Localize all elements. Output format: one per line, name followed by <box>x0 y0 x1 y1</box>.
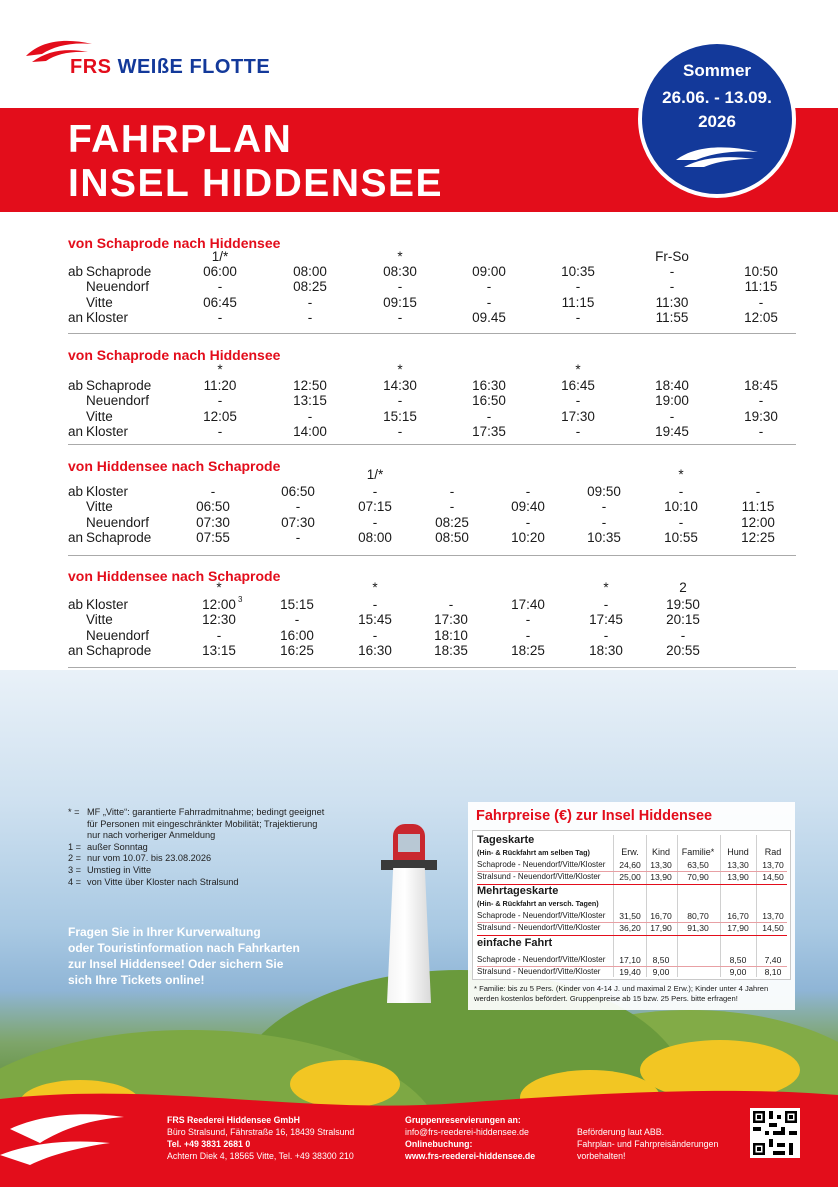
logo-text: FRS WEIßE FLOTTE <box>70 56 271 78</box>
departure-time: 18:30 <box>589 642 623 658</box>
departure-time: 17:30 <box>561 408 595 424</box>
departure-time: 11:20 <box>203 378 237 393</box>
stop-name: Vitte <box>86 499 113 515</box>
price-value: 25,00 <box>619 872 641 882</box>
price-group-name: Mehrtageskarte <box>477 885 559 897</box>
cta-line: zur Insel Hiddensee! Oder sichern Sie <box>68 957 284 971</box>
departure-time: 08:30 <box>383 264 417 279</box>
departure-time: - <box>449 499 455 515</box>
price-value: 13,90 <box>727 872 749 882</box>
departure-time: 06:50 <box>196 499 230 515</box>
departure-time: - <box>575 279 581 295</box>
departure-time: 12:25 <box>741 529 775 545</box>
departure-time: 11:15 <box>744 279 778 295</box>
departure-time: - <box>486 279 492 295</box>
departure-time: 18:25 <box>511 642 545 658</box>
departure-time: 16:30 <box>358 642 392 658</box>
price-group-subtitle: (Hin- & Rückfahrt an versch. Tagen) <box>477 899 599 908</box>
footer-abb1: Beförderung laut ABB. <box>577 1127 665 1137</box>
departure-time: 17:40 <box>511 597 545 612</box>
price-footnote <box>474 984 792 1003</box>
footnote-text: für Personen mit eingeschränkter Mobilität; Trajektierung <box>87 818 318 829</box>
footer-group-email[interactable]: info@frs-reederei-hiddensee.de <box>405 1127 529 1137</box>
footnote-item <box>68 842 324 854</box>
departure-time: - <box>295 529 301 545</box>
departure-time: - <box>372 597 378 612</box>
divider <box>68 333 796 334</box>
departure-time: - <box>307 294 313 310</box>
departure-time: - <box>669 279 675 295</box>
stop-prefix: ab <box>68 597 84 612</box>
departure-time: 20:55 <box>666 642 700 658</box>
stop-name: Kloster <box>86 484 129 499</box>
departure-time: - <box>448 597 454 612</box>
footnote-item <box>68 877 324 889</box>
price-value: 13,70 <box>762 860 784 870</box>
departure-time: - <box>601 499 607 515</box>
departure-time: 10:35 <box>587 529 621 545</box>
price-footnote-line: * Familie: bis zu 5 Pers. (Kinder von 4-14 J. und maximal 2 Erw.); Kinder unter 4 Jahren <box>474 984 769 993</box>
departure-time: - <box>758 393 764 409</box>
price-route: Stralsund - Neuendorf/Vitte/Kloster <box>477 923 601 932</box>
price-title: Fahrpreise (€) zur Insel Hiddensee <box>476 808 713 824</box>
departure-time: 07:15 <box>358 499 392 515</box>
footnote-text: außer Sonntag <box>87 841 148 852</box>
price-value: 13,90 <box>650 872 672 882</box>
stop-name: Neuendorf <box>86 514 150 530</box>
trip-note: * <box>372 580 378 595</box>
departure-time: - <box>217 279 223 295</box>
price-route: Schaprode - Neuendorf/Vitte/Kloster <box>477 860 606 869</box>
stop-name: Schaprode <box>86 264 152 279</box>
departure-time: - <box>755 484 761 499</box>
price-value: 8,50 <box>729 955 747 965</box>
departure-time: 10:20 <box>511 529 545 545</box>
departure-time: 15:15 <box>383 408 417 424</box>
page-title-line2: INSEL HIDDENSEE <box>68 162 444 205</box>
departure-time: 08:25 <box>435 514 469 530</box>
departure-time: - <box>397 279 403 295</box>
footer-tel: Tel. +49 3831 2681 0 <box>167 1139 251 1149</box>
departure-time: 17:30 <box>434 612 468 628</box>
price-value: 13,70 <box>762 911 784 921</box>
section-title: von Hiddensee nach Schaprode <box>68 458 281 474</box>
departure-time: 19:30 <box>744 408 778 424</box>
footnote-key: 4 = <box>68 876 82 887</box>
price-value: 63,50 <box>687 860 709 870</box>
departure-time: 12:30 <box>202 612 236 628</box>
price-column-header: Erw. <box>621 847 639 857</box>
cta-line: sich Ihre Tickets online! <box>68 973 205 987</box>
price-value: 91,30 <box>687 923 709 933</box>
price-route: Schaprode - Neuendorf/Vitte/Kloster <box>477 955 606 964</box>
departure-time: - <box>210 484 216 499</box>
departure-time: 09:40 <box>511 499 545 515</box>
departure-time: 12:05 <box>203 408 237 424</box>
qr-code-icon[interactable] <box>750 1108 800 1158</box>
price-value: 14,50 <box>762 872 784 882</box>
departure-time: - <box>678 514 684 530</box>
departure-time: - <box>397 423 403 439</box>
departure-time: 09:00 <box>472 264 506 279</box>
departure-time: 16:25 <box>280 642 314 658</box>
trip-note: 1/* <box>366 467 384 482</box>
departure-time: 18:35 <box>434 642 468 658</box>
price-col-divider <box>756 835 757 977</box>
departure-time: 08:50 <box>435 529 469 545</box>
price-value: 13,30 <box>727 860 749 870</box>
stop-name: Vitte <box>86 612 113 628</box>
departure-time: 11:15 <box>561 294 595 310</box>
price-value: 24,60 <box>619 860 641 870</box>
stop-prefix: an <box>68 423 84 439</box>
footer-address1: Büro Stralsund, Fährstraße 16, 18439 Stralsund <box>167 1127 355 1137</box>
departure-time: - <box>397 393 403 409</box>
departure-time: 19:50 <box>666 597 700 612</box>
price-value: 16,70 <box>727 911 749 921</box>
footnotes <box>68 807 324 888</box>
stop-name: Schaprode <box>86 642 152 658</box>
departure-time: 18:45 <box>744 378 778 393</box>
departure-time: 08:00 <box>358 529 392 545</box>
departure-time: - <box>525 627 531 643</box>
departure-time: 11:55 <box>655 309 689 325</box>
departure-time: 06:45 <box>203 294 237 310</box>
departure-time: 16:00 <box>280 627 314 643</box>
departure-time: 10:10 <box>664 499 698 515</box>
price-value: 80,70 <box>687 911 709 921</box>
price-value: 7,40 <box>764 955 782 965</box>
departure-time: 07:30 <box>196 514 230 530</box>
departure-time: 08:25 <box>293 279 327 295</box>
stop-prefix: an <box>68 642 84 658</box>
departure-time: 07:55 <box>196 529 230 545</box>
departure-time: 09:15 <box>383 294 417 310</box>
stop-name: Schaprode <box>86 378 152 393</box>
footer-company: FRS Reederei Hiddensee GmbH <box>167 1115 300 1125</box>
departure-time: - <box>216 627 222 643</box>
departure-time: 09:50 <box>587 484 621 499</box>
departure-time: 19:45 <box>655 423 689 439</box>
departure-time: - <box>217 309 223 325</box>
lighthouse-image <box>381 808 437 998</box>
price-column-header: Hund <box>727 847 749 857</box>
departure-time: 14:30 <box>383 378 417 393</box>
price-value: 17,90 <box>650 923 672 933</box>
price-route: Schaprode - Neuendorf/Vitte/Kloster <box>477 911 606 920</box>
stop-name: Schaprode <box>86 529 152 545</box>
trip-note: * <box>575 362 581 377</box>
departure-time: - <box>372 484 378 499</box>
departure-time: 19:00 <box>655 393 689 409</box>
trip-note: * <box>216 580 222 595</box>
price-route: Stralsund - Neuendorf/Vitte/Kloster <box>477 967 601 976</box>
departure-time: 13:15 <box>293 393 327 409</box>
price-col-divider <box>646 835 647 977</box>
departure-time: 07:30 <box>281 514 315 530</box>
stop-prefix: an <box>68 309 84 325</box>
footnote-text: Umstieg in Vitte <box>87 864 152 875</box>
trip-note: * <box>217 362 223 377</box>
departure-time: - <box>372 514 378 530</box>
departure-time: - <box>669 408 675 424</box>
departure-time: - <box>525 484 531 499</box>
departure-time: - <box>486 408 492 424</box>
footnote-key: 2 = <box>68 853 82 864</box>
footer-abb2: Fahrplan- und Fahrpreisänderungen <box>577 1139 719 1149</box>
departure-time: - <box>525 514 531 530</box>
price-value: 9,00 <box>729 967 747 977</box>
departure-time: 18:10 <box>434 627 468 643</box>
footer-abb3: vorbehalten! <box>577 1151 626 1161</box>
departure-time: 06:00 <box>203 264 237 279</box>
trip-note: * <box>678 467 684 482</box>
trip-note: * <box>603 580 609 595</box>
trip-note: * <box>397 362 403 377</box>
stop-prefix: ab <box>68 484 84 499</box>
departure-time: - <box>372 627 378 643</box>
departure-time: 12:50 <box>293 378 327 393</box>
footnote-key: * = <box>68 807 80 817</box>
footer-address2: Achtern Diek 4, 18565 Vitte, Tel. +49 38300 210 <box>167 1151 354 1161</box>
departure-time: 08:00 <box>293 264 327 279</box>
price-value: 31,50 <box>619 911 641 921</box>
price-column-header: Rad <box>764 847 782 857</box>
price-value: 17,90 <box>727 923 749 933</box>
price-value: 9,00 <box>652 967 670 977</box>
section-title: von Schaprode nach Hiddensee <box>68 235 281 251</box>
stop-prefix: an <box>68 529 84 545</box>
departure-time: - <box>601 514 607 530</box>
price-group-name: einfache Fahrt <box>477 937 553 949</box>
departure-time: - <box>217 393 223 409</box>
footer-online-url[interactable]: www.frs-reederei-hiddensee.de <box>405 1151 536 1161</box>
price-group-divider <box>477 935 787 936</box>
price-value: 36,20 <box>619 923 641 933</box>
departure-time: - <box>295 499 301 515</box>
price-value: 16,70 <box>650 911 672 921</box>
footnote-text: nur vom 10.07. bis 23.08.2026 <box>87 853 212 864</box>
stop-name: Vitte <box>86 408 113 424</box>
departure-time: - <box>603 597 609 612</box>
departure-time: 20:15 <box>666 612 700 628</box>
departure-time: 10:35 <box>561 264 595 279</box>
stop-name: Neuendorf <box>86 627 150 643</box>
departure-time: - <box>486 294 492 310</box>
stop-name: Vitte <box>86 294 113 310</box>
price-value: 14,50 <box>762 923 784 933</box>
divider <box>68 555 796 556</box>
badge-season: Sommer <box>682 61 752 80</box>
price-value: 19,40 <box>619 967 641 977</box>
departure-time: - <box>294 612 300 628</box>
price-value: 8,10 <box>764 967 782 977</box>
departure-time: - <box>575 423 581 439</box>
stop-prefix: ab <box>68 264 84 279</box>
footnote-item <box>68 830 324 842</box>
price-footnote-line: werden kostenlos befördert. Gruppenpreise ab 15 bzw. 25 Pers. bitte erfragen! <box>474 993 738 1003</box>
stop-name: Kloster <box>86 309 129 325</box>
departure-time: - <box>680 627 686 643</box>
departure-time: - <box>669 264 675 279</box>
price-value: 70,90 <box>687 872 709 882</box>
stop-name: Kloster <box>86 597 129 612</box>
wave-badge-icon <box>672 142 762 170</box>
departure-time: 15:15 <box>280 597 314 612</box>
departure-time: 17:35 <box>472 423 506 439</box>
price-col-divider <box>613 835 614 977</box>
footnote-text: nur nach vorheriger Anmeldung <box>87 830 216 841</box>
trip-note: * <box>397 249 403 264</box>
footnote-key: 1 = <box>68 841 82 852</box>
section-title: von Hiddensee nach Schaprode <box>68 568 281 584</box>
departure-time: - <box>217 423 223 439</box>
footnote-item <box>68 807 324 819</box>
price-column-header: Kind <box>651 847 671 857</box>
departure-time: - <box>758 294 764 310</box>
footnote-item <box>68 853 324 865</box>
stop-name: Kloster <box>86 423 129 439</box>
frs-logo <box>24 36 314 80</box>
price-column-header: Familie* <box>681 847 715 857</box>
cta-line: oder Touristinformation nach Fahrkarten <box>68 941 300 955</box>
departure-time: 11:15 <box>741 499 775 515</box>
page-title-line1: FAHRPLAN <box>68 118 293 161</box>
departure-time: 12:05 <box>744 309 778 325</box>
departure-time: - <box>603 627 609 643</box>
departure-time: 11:30 <box>655 294 689 310</box>
trip-note: 2 <box>679 580 687 595</box>
season-badge <box>638 40 796 198</box>
footnote-item <box>68 819 324 831</box>
stop-name: Neuendorf <box>86 393 150 409</box>
price-group-subtitle: (Hin- & Rückfahrt am selben Tag) <box>477 848 590 857</box>
departure-time: 16:30 <box>472 378 506 393</box>
departure-time: 09.45 <box>472 309 506 325</box>
departure-time: 18:40 <box>655 378 689 393</box>
departure-time: - <box>575 393 581 409</box>
departure-time: - <box>307 309 313 325</box>
badge-year: 2026 <box>698 112 736 131</box>
footnote-text: MF „Vitte“: garantierte Fahrradmitnahme; bedingt geeignet <box>87 807 325 817</box>
departure-time: - <box>397 309 403 325</box>
price-box <box>468 802 795 1010</box>
departure-time: - <box>525 612 531 628</box>
stop-name: Neuendorf <box>86 279 150 295</box>
departure-time: - <box>575 309 581 325</box>
ticket-info-text <box>68 924 300 988</box>
section-title: von Schaprode nach Hiddensee <box>68 347 281 363</box>
departure-time: 14:00 <box>293 423 327 439</box>
price-col-divider <box>677 835 678 977</box>
footnote-item <box>68 865 324 877</box>
departure-time: 10:50 <box>744 264 778 279</box>
departure-time: 16:50 <box>472 393 506 409</box>
departure-time: 12:00 <box>741 514 775 530</box>
price-group-name: Tageskarte <box>477 834 535 846</box>
divider <box>68 444 796 445</box>
price-col-divider <box>720 835 721 977</box>
departure-time: - <box>449 484 455 499</box>
price-route: Stralsund - Neuendorf/Vitte/Kloster <box>477 872 601 881</box>
footer <box>0 1085 838 1187</box>
departure-time: 06:50 <box>281 484 315 499</box>
footer-online-label: Onlinebuchung: <box>405 1139 473 1149</box>
departure-time: - <box>307 408 313 424</box>
price-value: 13,30 <box>650 860 672 870</box>
footer-group-label: Gruppenreservierungen an: <box>405 1115 521 1125</box>
departure-time: 13:15 <box>202 642 236 658</box>
departure-time: - <box>758 423 764 439</box>
superscript-note: 3 <box>238 595 243 604</box>
departure-time: 12:00 <box>202 597 236 612</box>
divider <box>68 667 796 668</box>
footnote-key: 3 = <box>68 864 82 875</box>
price-value: 17,10 <box>619 955 641 965</box>
departure-time: 17:45 <box>589 612 623 628</box>
cta-line: Fragen Sie in Ihrer Kurverwaltung <box>68 925 261 939</box>
footnote-text: von Vitte über Kloster nach Stralsund <box>87 876 239 887</box>
departure-time: - <box>678 484 684 499</box>
departure-time: 16:45 <box>561 378 595 393</box>
trip-note: 1/* <box>211 249 229 264</box>
stop-prefix: ab <box>68 378 84 393</box>
price-table <box>472 830 791 980</box>
price-value: 8,50 <box>652 955 670 965</box>
departure-time: 15:45 <box>358 612 392 628</box>
trip-note: Fr-So <box>655 249 689 264</box>
badge-dates: 26.06. - 13.09. <box>662 88 772 107</box>
departure-time: 10:55 <box>664 529 698 545</box>
